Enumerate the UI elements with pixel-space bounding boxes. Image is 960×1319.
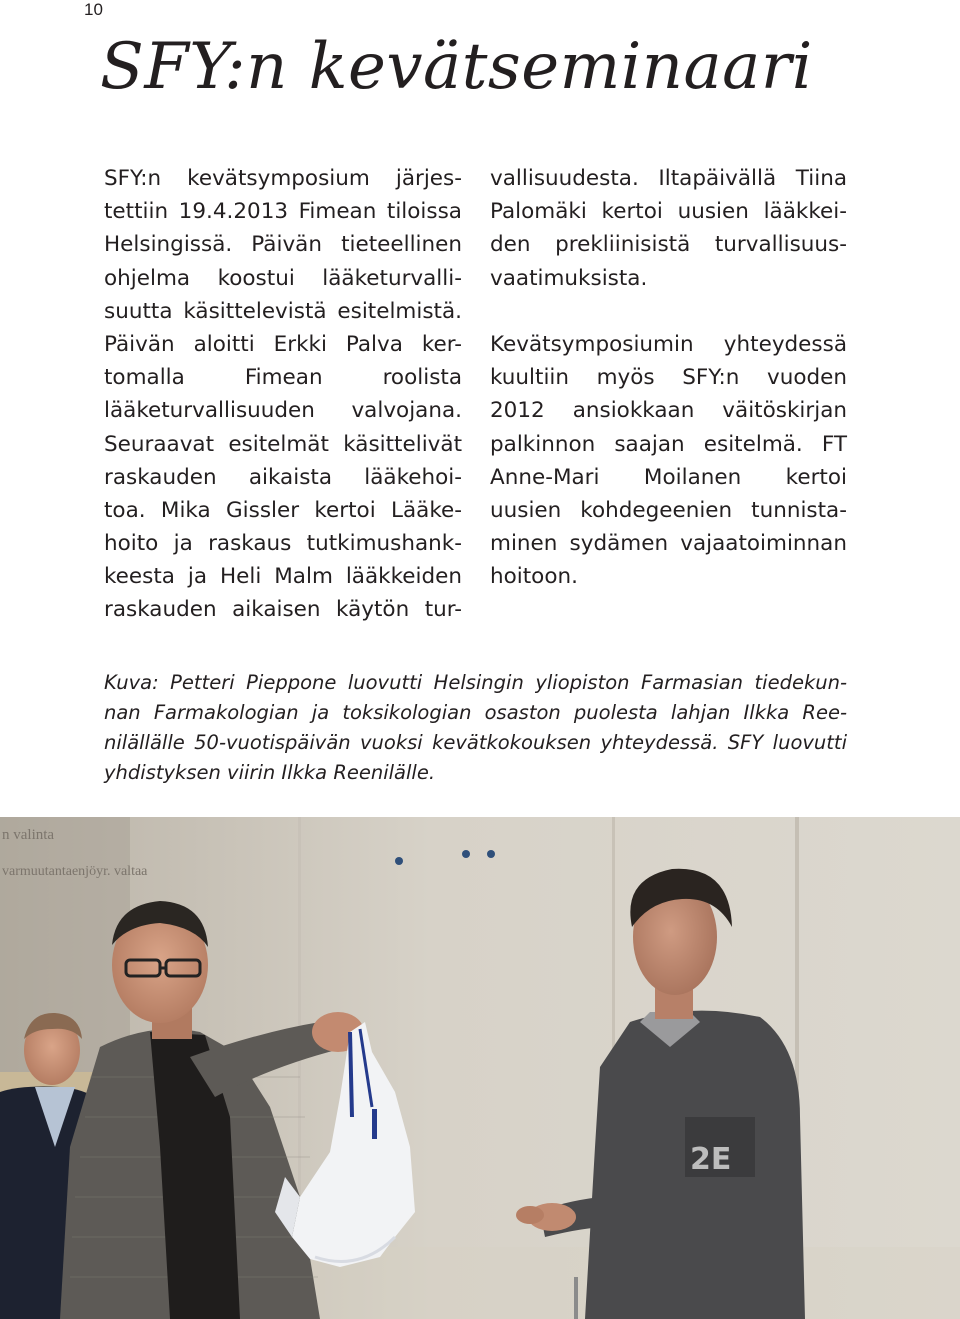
article-line: Päivän aloitti Erkki Palva ker- — [104, 331, 462, 357]
article-line: 2012 ansiokkaan väitöskirjan — [490, 398, 847, 424]
article-line: tomalla Fimean roolista — [104, 365, 462, 391]
page-title: SFY:n kevätseminaari — [100, 30, 813, 104]
article-line: tettiin 19.4.2013 Fimean tiloissa — [104, 199, 462, 225]
article-line: hoito ja raskaus tutkimushank- — [104, 531, 462, 557]
wall-text: varmuutantaenjöyr. valtaa — [2, 864, 148, 879]
article-left-column — [104, 162, 462, 627]
article-line: Helsingissä. Päivän tieteellinen — [104, 232, 462, 258]
photo-caption — [104, 668, 847, 788]
article-line: lääketurvallisuuden valvojana. — [104, 398, 462, 424]
wall-text: n valinta — [2, 827, 55, 843]
wall-pin — [462, 850, 470, 858]
article-line: Seuraavat esitelmät käsittelivät — [104, 431, 462, 457]
article-line: palkinnon saajan esitelmä. FT — [490, 431, 847, 457]
article-line: Kevätsymposiumin yhteydessä — [490, 331, 847, 357]
article-line: keesta ja Heli Malm lääkkeiden — [104, 564, 462, 590]
wall-pin — [487, 850, 495, 858]
paragraph-gap — [490, 295, 847, 328]
caption-line: Kuva: Petteri Pieppone luovutti Helsingin yliopiston Farmasian tiedekun- — [104, 671, 847, 694]
page-number: 10 — [84, 0, 103, 19]
article-right-column — [490, 162, 847, 593]
article-line: vallisuudesta. Iltapäivällä Tiina — [490, 166, 847, 191]
article-line: ohjelma koostui lääketurvalli- — [104, 265, 462, 291]
article-line: uusien kohdegeenien tunnista- — [490, 497, 847, 523]
article-line: vaatimuksista. — [490, 265, 648, 291]
article-line: toa. Mika Gissler kertoi Lääke- — [104, 497, 462, 523]
shirt-print-text: 2E — [690, 1142, 732, 1177]
article-line: hoitoon. — [490, 564, 578, 590]
wall-pin — [395, 857, 403, 865]
article-line: suutta käsittelevistä esitelmistä. — [104, 298, 462, 324]
article-line: raskauden aikaisen käytön tur- — [104, 597, 462, 623]
article-line: kuultiin myös SFY:n vuoden — [490, 365, 847, 391]
article-line: raskauden aikaista lääkehoi- — [104, 464, 462, 490]
article-line: den prekliinisistä turvallisuus- — [490, 232, 847, 258]
article-line: Palomäki kertoi uusien lääkkei- — [490, 199, 847, 225]
caption-line: nan Farmakologian ja toksikologian osaston puolesta lahjan Ilkka Ree- — [104, 701, 847, 724]
article-line: SFY:n kevätsymposium järjes- — [104, 166, 462, 191]
article-line: Anne-Mari Moilanen kertoi — [490, 464, 847, 490]
caption-line: nilällälle 50-vuotispäivän vuoksi kevätkokouksen yhteydessä. SFY luovutti — [104, 731, 847, 754]
article-line: minen sydämen vajaatoiminnan — [490, 531, 847, 557]
caption-line: yhdistyksen viirin Ilkka Reenilälle. — [104, 761, 436, 784]
event-photo — [0, 817, 960, 1319]
